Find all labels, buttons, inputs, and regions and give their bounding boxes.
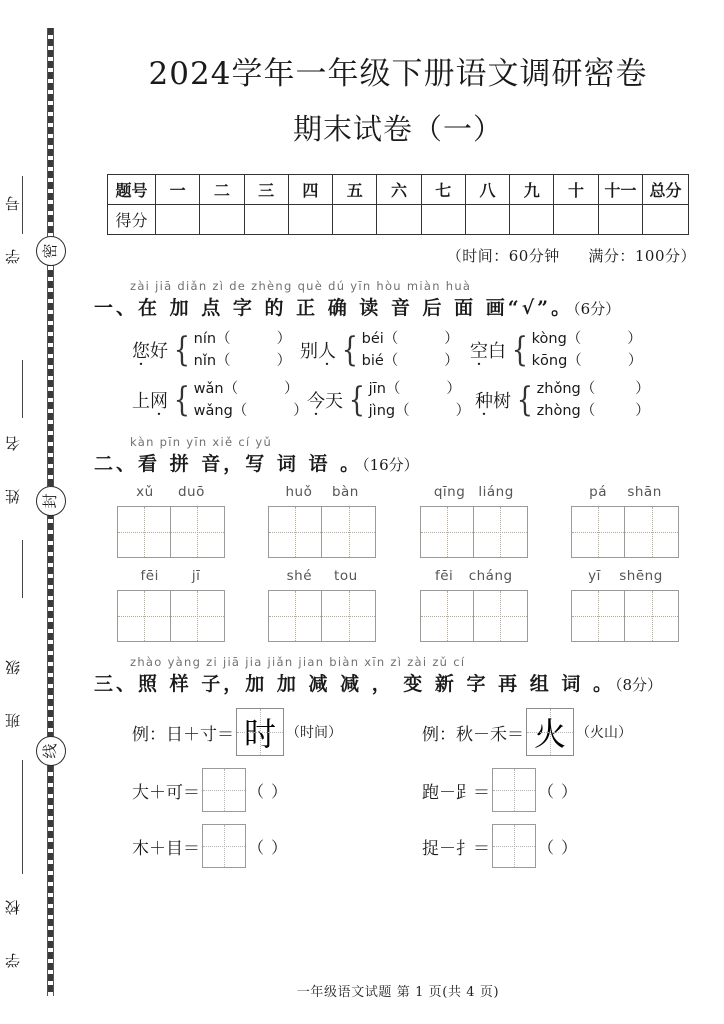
section-3-points: （8分）: [615, 676, 663, 694]
q1-word-3: [470, 337, 508, 363]
section-3-title: [94, 669, 702, 696]
score-col-3: 三: [244, 175, 288, 205]
q1-word-4-dotted: 网: [150, 391, 168, 412]
q1-item-3: [470, 328, 642, 372]
score-col-2: 二: [200, 175, 244, 205]
score-table: [107, 174, 689, 235]
margin-field-name: 姓 名: [4, 426, 22, 504]
q3-problem-2-prefix: 跑－𧾷＝: [422, 782, 490, 803]
score-cell-2[interactable]: [200, 205, 244, 235]
q1-brace-4: {: [173, 380, 190, 420]
q1-options-3: [532, 328, 643, 372]
margin-rule-4: [22, 760, 23, 874]
q3-problem-row-2: [94, 824, 702, 868]
q2-word-2: [260, 484, 385, 558]
q3-problem-1-prefix: 大＋可＝: [132, 782, 200, 803]
q2-pinyin-7: fēi cháng: [435, 568, 513, 584]
q1-word-6-plain: 树: [493, 391, 511, 412]
q2-body: [94, 484, 702, 642]
q1-word-1: [132, 337, 170, 363]
q3-problem-3-prefix: 木＋目＝: [132, 838, 200, 859]
q3-example-2-prefix: 例：秋－禾＝: [422, 724, 524, 745]
q1-word-5: [307, 387, 345, 413]
q1-option-6a[interactable]: zhǒng（ ）: [536, 381, 650, 397]
q2-answer-box-5[interactable]: [117, 590, 225, 642]
q2-answer-box-4[interactable]: [571, 506, 679, 558]
q1-brace-5: {: [348, 380, 365, 420]
score-col-4: 四: [288, 175, 332, 205]
margin-field-class: 班 级: [4, 650, 22, 728]
q1-option-2b[interactable]: bié（ ）: [361, 353, 459, 369]
q3-body: [94, 708, 702, 868]
q3-problem-1: [132, 768, 422, 812]
score-cell-8[interactable]: [465, 205, 509, 235]
score-table-score-row: [108, 205, 689, 235]
q3-problem-4-prefix: 捉－扌＝: [422, 838, 490, 859]
q1-options-1: [194, 328, 291, 372]
section-2-title-text: 二、看 拼 音，写 词 语 。: [94, 453, 363, 475]
q3-problem-1-note[interactable]: （ ）: [248, 781, 289, 801]
score-col-total: 总分: [643, 175, 689, 205]
q3-example-2-box: [526, 708, 574, 756]
score-cell-10[interactable]: [554, 205, 598, 235]
q1-word-2-dotted: 人: [318, 341, 336, 362]
q2-answer-box-6[interactable]: [268, 590, 376, 642]
q2-word-1: [108, 484, 233, 558]
q2-word-4: [563, 484, 688, 558]
seal-char-feng: 封: [36, 486, 66, 516]
q1-option-4a[interactable]: wǎn（ ）: [193, 381, 299, 397]
q1-option-4b[interactable]: wǎng（ ）: [193, 403, 308, 419]
q3-problem-2-box[interactable]: [492, 768, 536, 812]
score-col-6: 六: [377, 175, 421, 205]
q2-answer-box-1[interactable]: [117, 506, 225, 558]
q2-answer-box-2[interactable]: [268, 506, 376, 558]
score-cell-9[interactable]: [510, 205, 554, 235]
q3-example-2-answer: 火: [533, 715, 566, 753]
q1-row-2: [94, 378, 702, 422]
q3-problem-4: [422, 824, 578, 868]
score-cell-1[interactable]: [156, 205, 200, 235]
q3-problem-row-1: [94, 768, 702, 812]
q1-option-6b[interactable]: zhòng（ ）: [536, 403, 650, 419]
margin-rule-3: [22, 540, 23, 598]
q3-problem-3-box[interactable]: [202, 824, 246, 868]
q1-option-5a[interactable]: jīn（ ）: [368, 381, 461, 397]
q1-word-2-plain: 别: [300, 341, 318, 362]
score-col-5: 五: [333, 175, 377, 205]
q1-word-3-dotted: 空: [470, 341, 488, 362]
q2-pinyin-5: fēi jī: [140, 568, 201, 584]
q2-pinyin-3: qīng liáng: [433, 484, 514, 500]
q1-options-5: [369, 378, 470, 422]
q3-problem-2-note[interactable]: （ ）: [538, 781, 579, 801]
score-cell-5[interactable]: [333, 205, 377, 235]
margin-field-student-id: 学 号: [4, 186, 22, 264]
q1-word-3-plain: 白: [488, 341, 506, 362]
section-1-title-text: 一、在 加 点 字 的 正 确 读 音 后 面 画“√”。: [94, 297, 574, 319]
q2-answer-box-8[interactable]: [571, 590, 679, 642]
q1-item-2: [300, 328, 470, 372]
q3-example-2: [422, 708, 632, 756]
q1-option-2a[interactable]: béi（ ）: [361, 331, 459, 347]
q1-option-3a[interactable]: kòng（ ）: [531, 331, 642, 347]
q3-problem-4-box[interactable]: [492, 824, 536, 868]
section-3: [94, 655, 702, 868]
section-2-pinyin: kàn pīn yīn xiě cí yǔ: [130, 435, 273, 449]
q1-brace-1: {: [173, 330, 190, 370]
score-col-11: 十一: [598, 175, 642, 205]
q3-problem-4-note[interactable]: （ ）: [538, 837, 579, 857]
score-cell-6[interactable]: [377, 205, 421, 235]
q2-word-6: [260, 568, 385, 642]
q3-example-1-answer: 时: [243, 715, 276, 753]
q2-pinyin-6: shé tou: [286, 568, 358, 584]
page-footer: 一年级语文试题 第 1 页(共 4 页): [296, 985, 500, 1000]
q1-item-5: [307, 378, 475, 422]
score-cell-3[interactable]: [244, 205, 288, 235]
q2-word-5: [108, 568, 233, 642]
q2-row-1: [94, 484, 702, 558]
q3-problem-1-box[interactable]: [202, 768, 246, 812]
section-1-points: （6分）: [573, 300, 621, 318]
q2-pinyin-4: pá shān: [589, 484, 662, 500]
q1-brace-6: {: [516, 380, 533, 420]
q3-example-row: [94, 708, 702, 756]
score-cell-11[interactable]: [598, 205, 642, 235]
score-col-1: 一: [156, 175, 200, 205]
q1-options-2: [362, 328, 459, 372]
seal-char-xian: 线: [36, 736, 66, 766]
q1-word-1-dotted: 您: [132, 341, 150, 362]
score-table-header-row: [108, 175, 689, 205]
q3-problem-3: [132, 824, 422, 868]
q2-word-7: [411, 568, 536, 642]
exam-info-line: [94, 245, 696, 266]
score-cell-4[interactable]: [288, 205, 332, 235]
score-row-label-number: 题号: [108, 175, 156, 205]
q3-example-2-note: （火山）: [576, 725, 632, 741]
q1-brace-3: {: [511, 330, 528, 370]
score-col-8: 八: [465, 175, 509, 205]
section-3-pinyin: zhào yàng zi jiā jia jiǎn jian biàn xīn zì zài zǔ cí: [130, 655, 466, 669]
section-3-title-text: 三、照 样 子，加 加 减 减 ， 变 新 字 再 组 词 。: [94, 673, 615, 695]
section-2-points: （16分）: [362, 456, 419, 474]
q2-pinyin-1: xǔ duō: [136, 484, 205, 500]
seal-char-mi: 密: [36, 236, 66, 266]
score-col-7: 七: [421, 175, 465, 205]
section-2: [94, 435, 702, 642]
q3-example-1-note: （时间）: [286, 725, 342, 741]
q2-row-2: [94, 568, 702, 642]
q1-row-1: [94, 328, 702, 372]
q3-problem-3-note[interactable]: （ ）: [248, 837, 289, 857]
q3-example-1-prefix: 例：日＋寸＝: [132, 724, 234, 745]
exam-time: （时间：60分钟: [446, 247, 560, 265]
section-1-title: [94, 293, 702, 320]
score-cell-total[interactable]: [643, 205, 689, 235]
q1-word-6-dotted: 种: [475, 391, 493, 412]
margin-rule-2: [22, 360, 23, 418]
q1-word-5-plain: 天: [325, 391, 343, 412]
q1-item-6: [475, 378, 650, 422]
q3-example-1: [132, 708, 422, 756]
q1-options-4: [194, 378, 308, 422]
q2-pinyin-8: yī shēng: [588, 568, 663, 584]
q1-brace-2: {: [341, 330, 358, 370]
q2-pinyin-2: huǒ bàn: [285, 484, 359, 500]
exam-sheet: [72, 0, 724, 1024]
q2-word-8: [563, 568, 688, 642]
q1-option-1a[interactable]: nín（ ）: [193, 331, 292, 347]
q2-answer-box-3[interactable]: [420, 506, 528, 558]
exam-full-score: 满分：100分）: [588, 247, 696, 265]
section-2-title: [94, 449, 702, 476]
page-subtitle: 期末试卷（一）: [292, 112, 503, 146]
score-cell-7[interactable]: [421, 205, 465, 235]
section-1: [94, 279, 702, 422]
q2-answer-box-7[interactable]: [420, 590, 528, 642]
q1-body: [94, 328, 702, 422]
q3-example-1-box: [236, 708, 284, 756]
q1-word-4-plain: 上: [132, 391, 150, 412]
q1-option-3b[interactable]: kōng（ ）: [531, 353, 643, 369]
seal-margin: [0, 0, 72, 1024]
q1-option-1b[interactable]: nǐn（ ）: [193, 353, 292, 369]
margin-field-school: 学 校: [4, 890, 22, 968]
page-title: 2024学年一年级下册语文调研密卷: [148, 56, 648, 92]
q1-option-5b[interactable]: jìng（ ）: [368, 403, 471, 419]
q1-item-4: [132, 378, 307, 422]
score-row-label-score: 得分: [108, 205, 156, 235]
q1-word-5-dotted: 今: [307, 391, 325, 412]
score-col-9: 九: [510, 175, 554, 205]
q3-problem-2: [422, 768, 578, 812]
q1-word-4: [132, 387, 170, 413]
q1-word-2: [300, 337, 338, 363]
q1-item-1: [132, 328, 300, 372]
q1-options-6: [537, 378, 650, 422]
q2-word-3: [411, 484, 536, 558]
q1-word-6: [475, 387, 513, 413]
score-col-10: 十: [554, 175, 598, 205]
section-1-pinyin: zài jiā diǎn zì de zhèng què dú yīn hòu miàn huà: [130, 279, 472, 293]
q1-word-1-plain: 好: [150, 341, 168, 362]
